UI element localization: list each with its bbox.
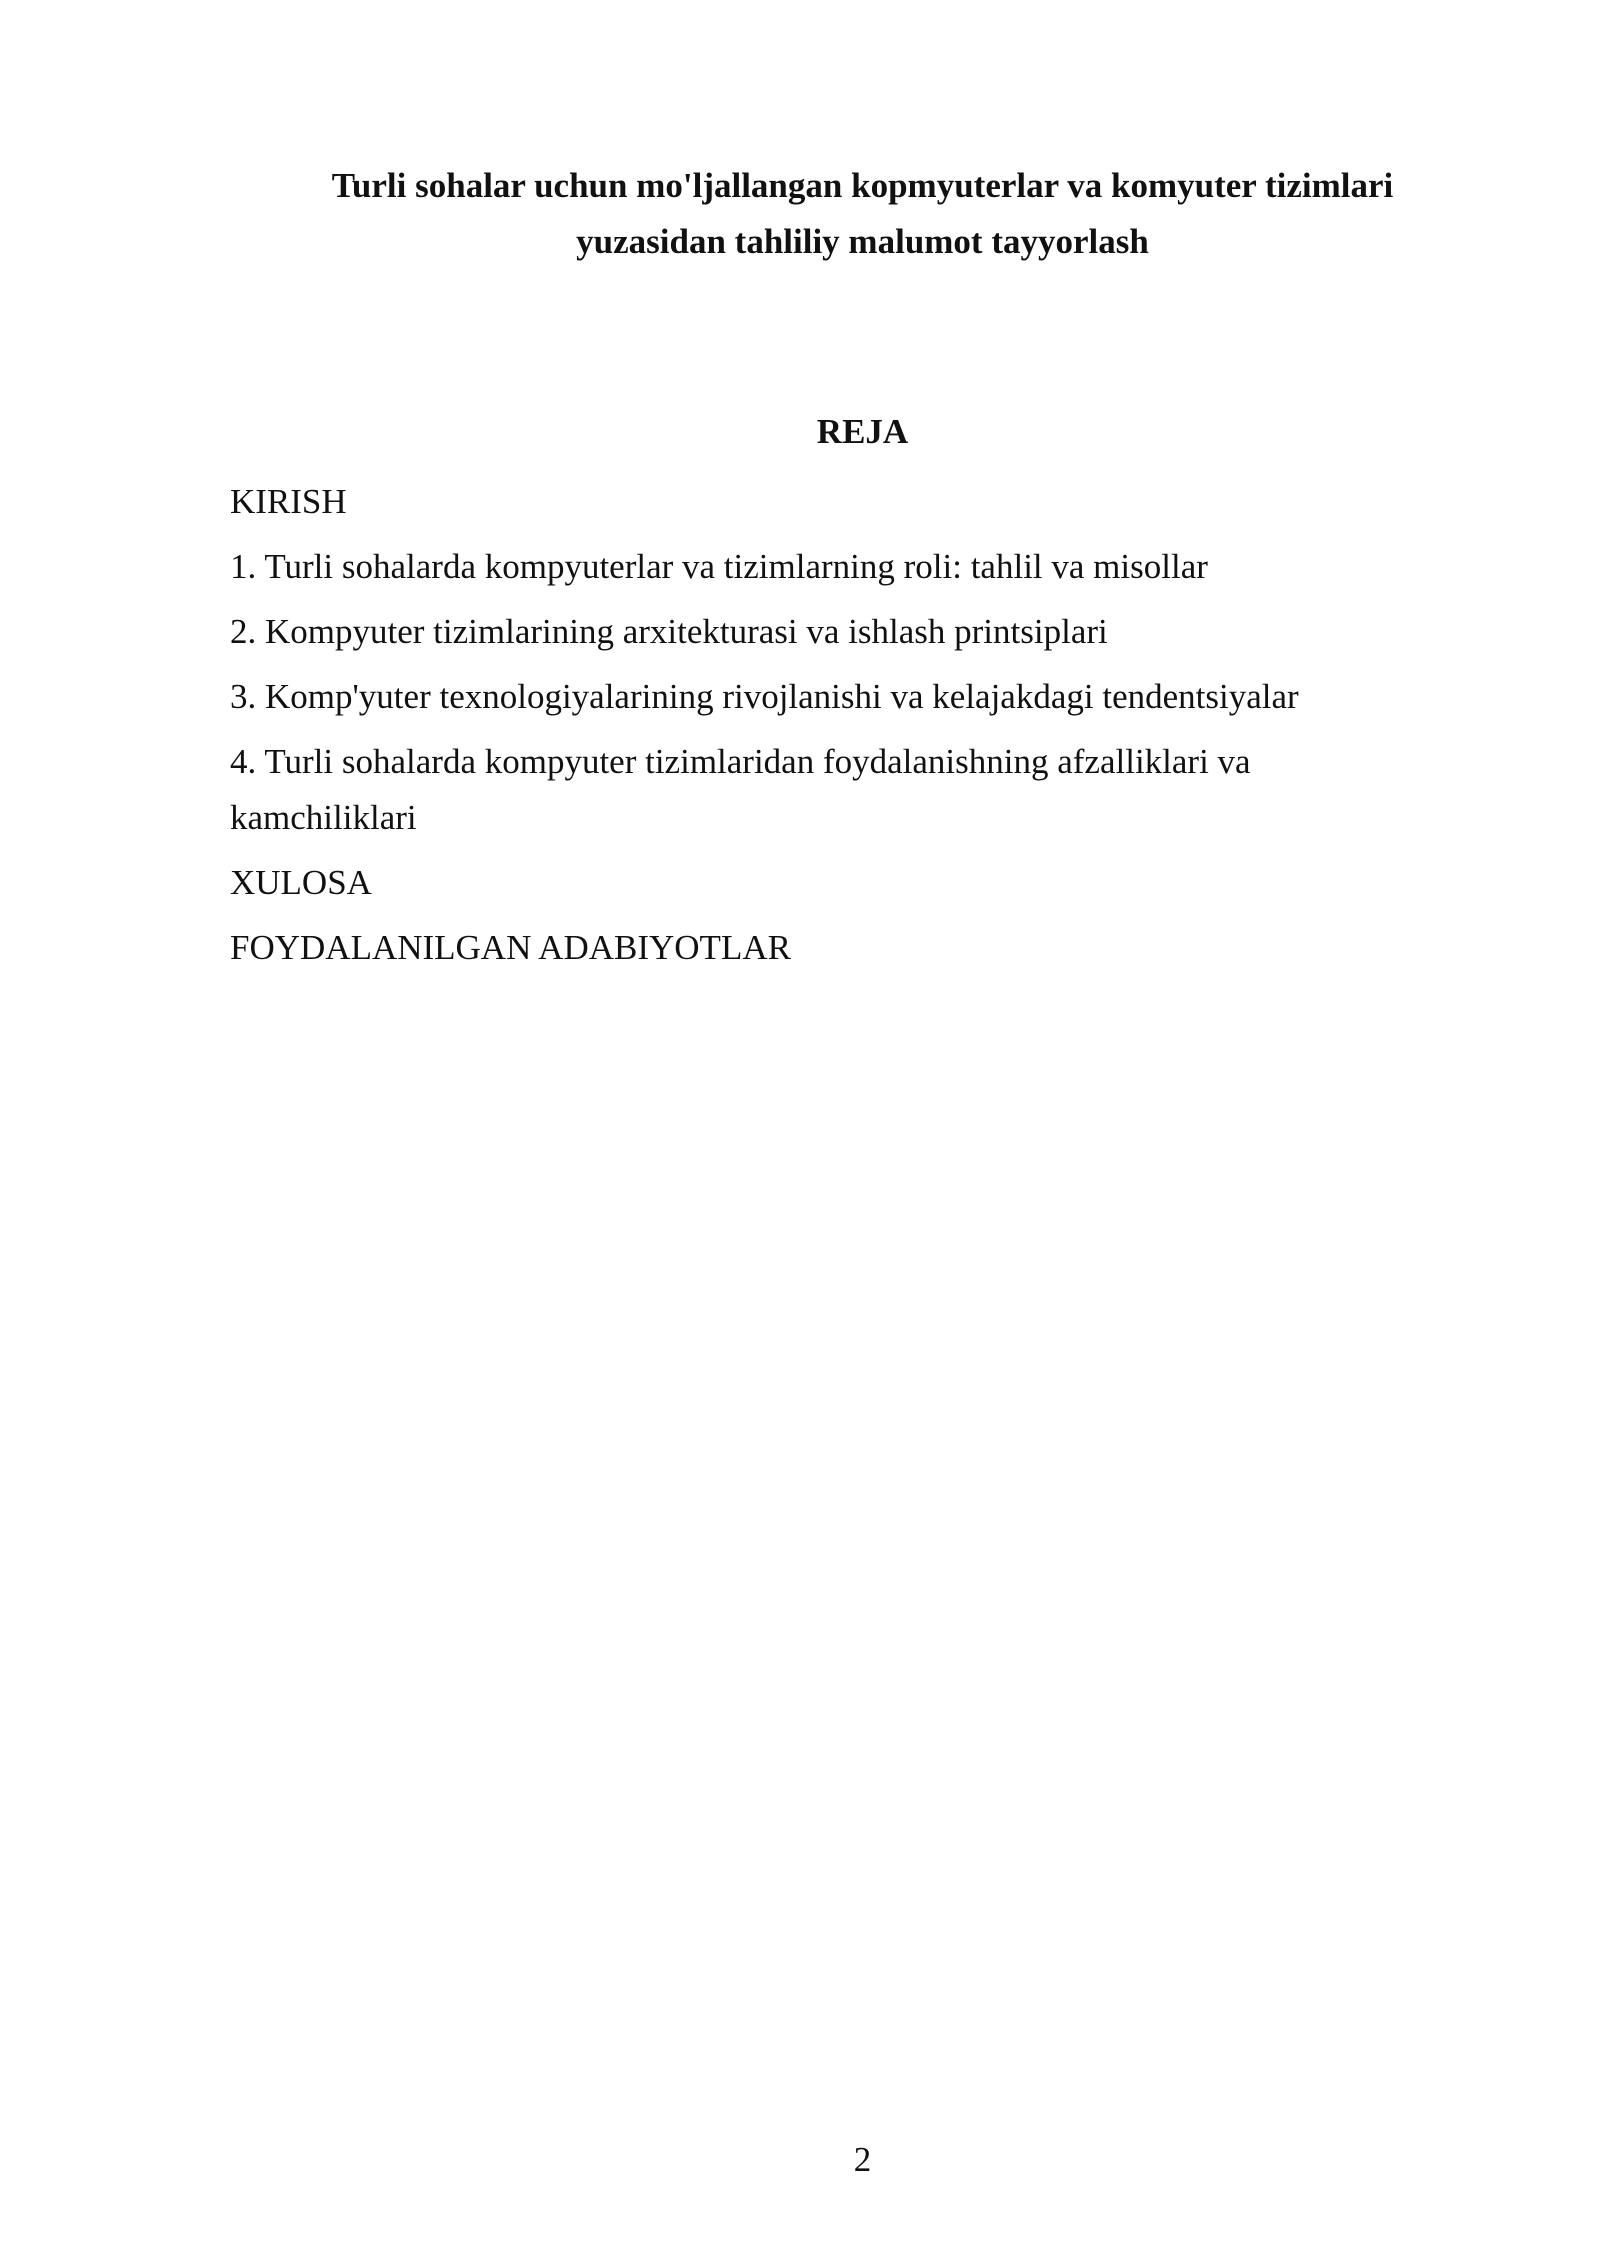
document-title-line-1: Turli sohalar uchun mo'ljallangan kopmyuterlar va komyuter tizimlari xyxy=(331,166,1394,205)
page-number: 2 xyxy=(853,2140,872,2179)
document-title-line-2: yuzasidan tahliliy malumot tayyorlash xyxy=(576,222,1149,261)
plan-item-4: 4. Turli sohalarda kompyuter tizimlaridan foydalanishning afzalliklari va kamchiliklari xyxy=(230,742,1251,837)
plan-item-references: FOYDALANILGAN ADABIYOTLAR xyxy=(230,928,791,967)
plan-item-3: 3. Komp'yuter texnologiyalarining rivojlanishi va kelajakdagi tendentsiyalar xyxy=(230,677,1299,716)
plan-item-conclusion: XULOSA xyxy=(230,863,372,902)
plan-heading: REJA xyxy=(816,412,909,451)
plan-list xyxy=(230,474,1410,985)
plan-item-2: 2. Kompyuter tizimlarining arxitekturasi va ishlash printsiplari xyxy=(230,612,1108,651)
plan-item-introduction: KIRISH xyxy=(230,482,347,521)
document-title xyxy=(230,158,1495,270)
plan-item-1: 1. Turli sohalarda kompyuterlar va tizimlarning roli: tahlil va misollar xyxy=(230,547,1208,586)
